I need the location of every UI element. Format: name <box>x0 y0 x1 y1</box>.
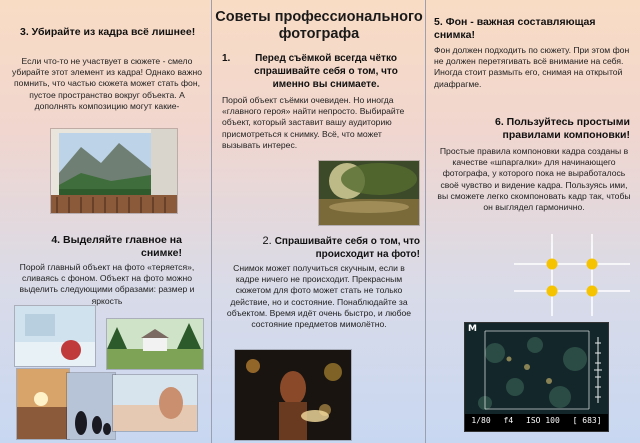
night-lights-photo <box>234 349 352 441</box>
thirds-point <box>587 286 598 297</box>
pond-photo <box>318 160 420 226</box>
shutter-speed: 1/80 <box>471 416 491 425</box>
brochure-title: Советы профессионального фотографа <box>215 9 423 42</box>
thirds-point <box>547 259 558 270</box>
section-1-text: Порой объект съёмки очевиден. Но иногда «главного героя» найти непросто. Выбирайте объект, который заставит вашу аудиторию присмотреться к снимку. Всё, что может вызывать интерес. <box>222 95 405 150</box>
section-6-text: Простые правила компоновки кадра созданы в качестве «шпаргалки» для начинающего фотографа, у которого пока не выработалось своё чувство и видение кадра. Пользуясь ими, вы сможете легко скомпоновать кадр так, чтобы он выглядел гармонично. <box>437 146 631 213</box>
mountain-view-photo <box>50 128 178 214</box>
section-5-text: Фон должен подходить по сюжету. При этом фон не должен перетягивать всё внимание на себя. Иногда стоит размыть его, снимая на открытой диафрагме. <box>434 45 630 89</box>
iso-value: ISO 100 <box>526 416 560 425</box>
section-5-title: 5. Фон - важная составляющая снимка! <box>434 16 596 41</box>
section-3-title: 3. Убирайте из кадра всё лишнее! <box>20 26 196 38</box>
column-middle <box>212 0 426 443</box>
column-right <box>426 0 640 443</box>
column-left <box>0 0 212 443</box>
section-4-title: 4. Выделяйте главное на снимке! <box>51 234 182 259</box>
section-1-title: Перед съёмкой всегда чётко спрашивайте себя о том, что именно вы снимаете. <box>254 53 398 90</box>
aperture-value: f4 <box>503 416 514 425</box>
section-6-title: 6. Пользуйтесь простыми правилами компоновки! <box>494 116 630 141</box>
vases-photo <box>66 372 116 440</box>
thirds-point <box>587 259 598 270</box>
thirds-grid-lines <box>514 234 630 316</box>
sunset-photo <box>16 368 70 440</box>
shots-remaining: [ 683] <box>572 416 602 425</box>
section-1-number: 1. <box>222 53 231 64</box>
section-2-title-text: Спрашивайте себя о том, что происходит на фото! <box>274 236 420 260</box>
portrait-photo <box>112 374 198 432</box>
camera-mode: M <box>468 324 477 334</box>
section-2-title <box>222 235 420 261</box>
camera-readout <box>465 416 608 425</box>
house-photo <box>106 318 204 370</box>
thirds-point <box>547 286 558 297</box>
rule-of-thirds-diagram <box>514 234 630 316</box>
section-2-text: Снимок может получиться скучным, если в кадре ничего не происходит. Прекрасным сюжетом для фото может стать не только действие, но и состояние. Понаблюдайте за объектом. Время идёт очень быстро, и любое состояние предметов мимолётно. <box>226 263 412 330</box>
winter-photo <box>14 305 96 367</box>
section-4-text: Порой главный объект на фото «теряется», сливаясь с фоном. Объект на фото можно выделить следующими образами: размер и яркость <box>19 262 195 306</box>
section-2-title-number: 2. <box>262 235 275 247</box>
camera-viewfinder <box>464 322 609 432</box>
section-3-text: Если что-то не участвует в сюжете - смело убирайте этот элемент из кадра! Однако важно помнить, что частью сюжета может стать фон, пустое пространство вокруг объекта. А дополнять композицию могут какие- <box>12 56 202 111</box>
